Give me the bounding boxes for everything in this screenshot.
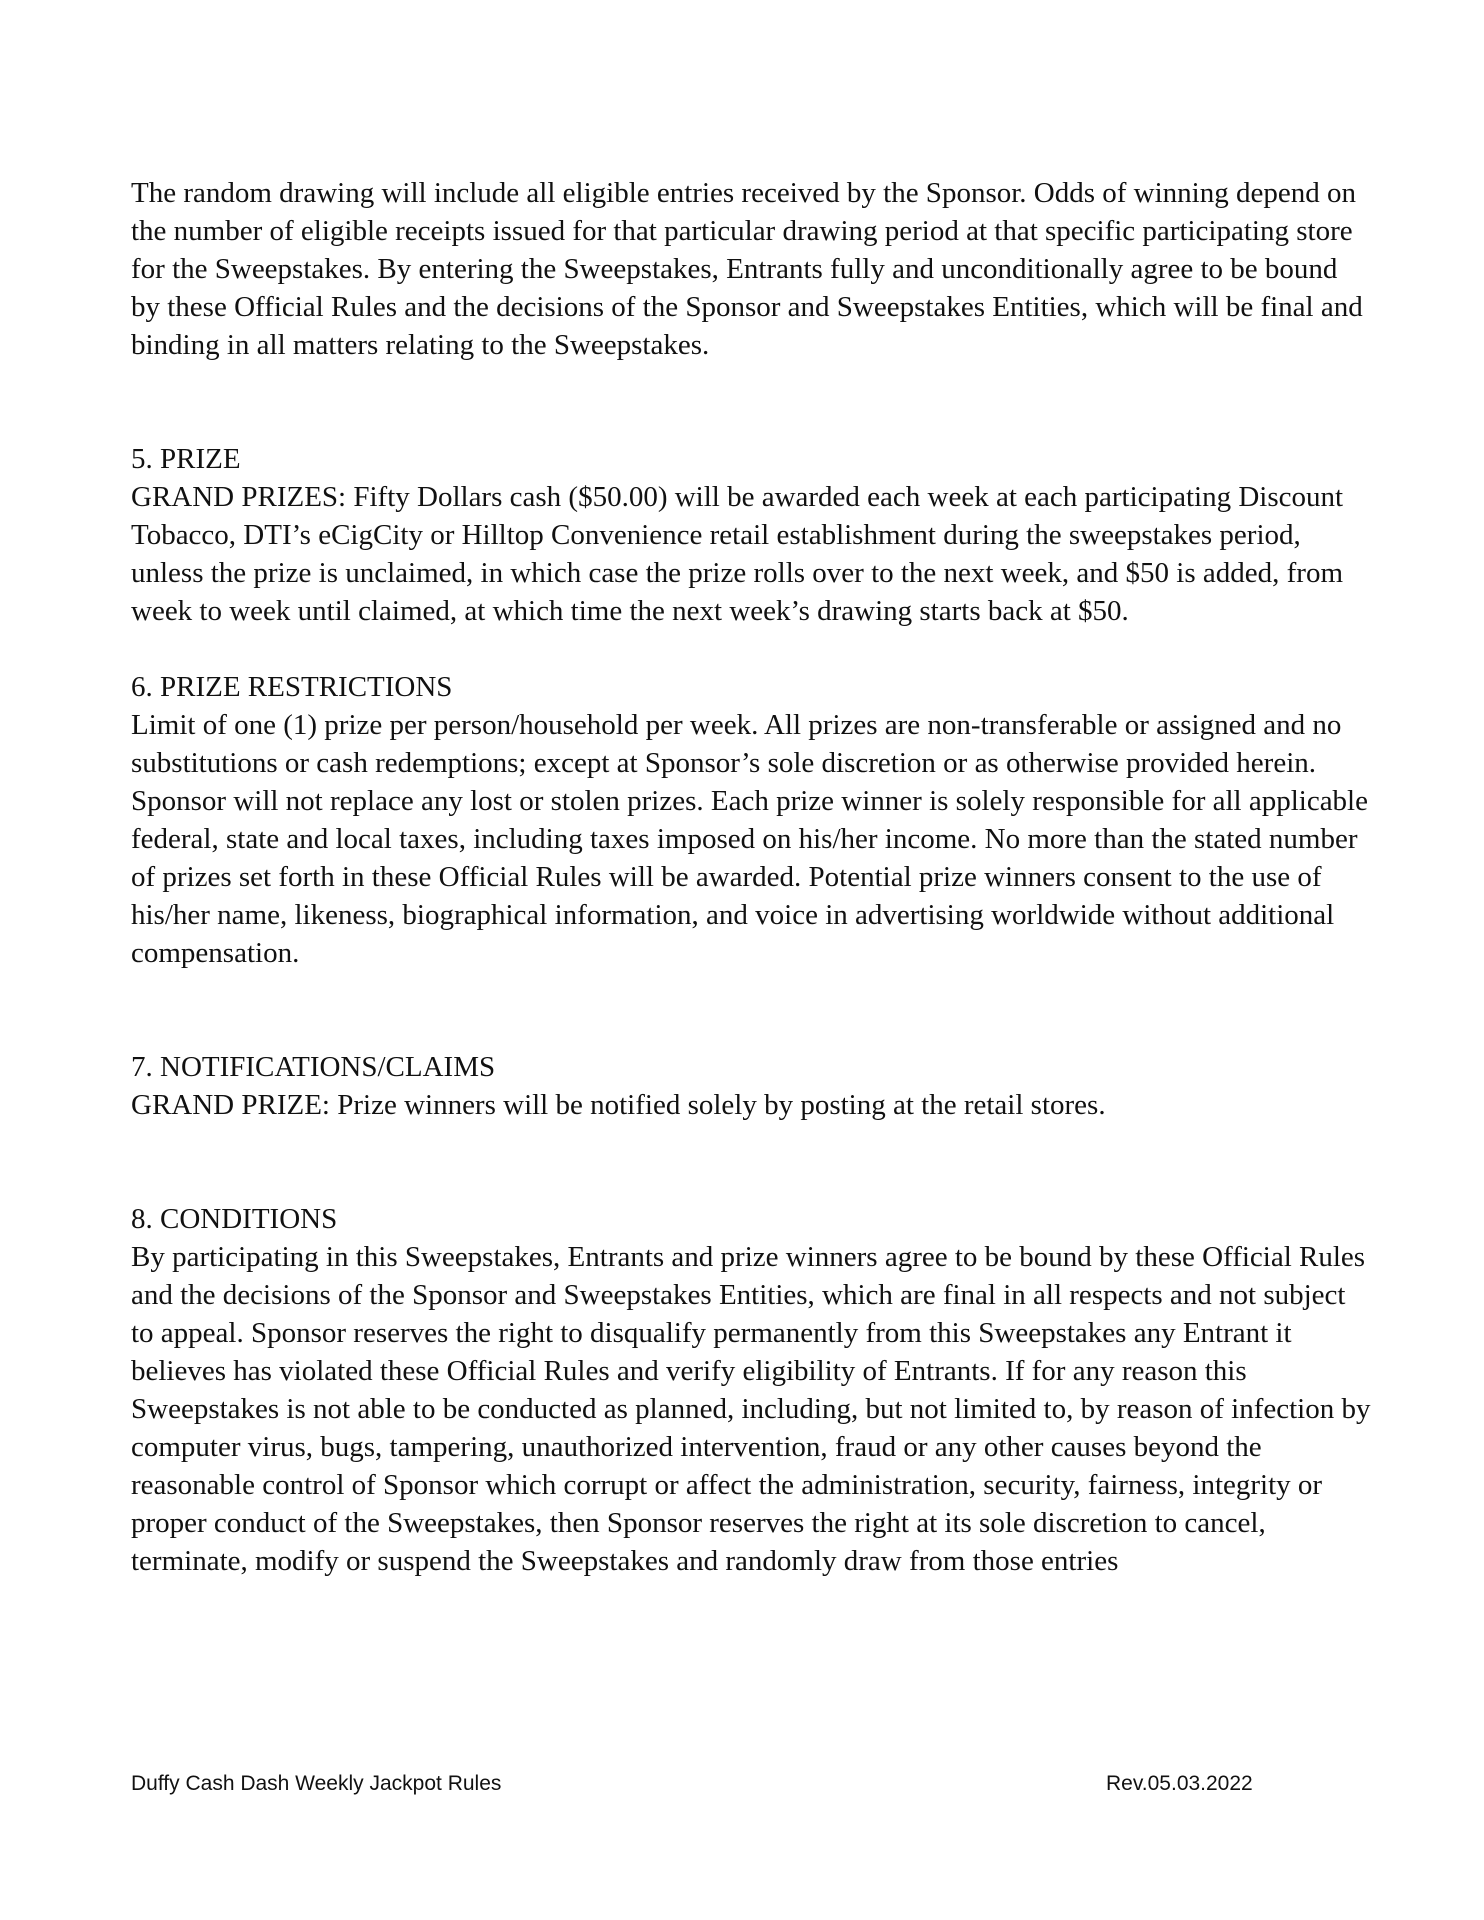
spacer	[131, 972, 1371, 1048]
section-prize	[131, 440, 1371, 630]
section-heading: 6. PRIZE RESTRICTIONS	[131, 671, 453, 703]
spacer	[131, 1124, 1371, 1200]
section-heading: 7. NOTIFICATIONS/CLAIMS	[131, 1051, 496, 1083]
section-conditions	[131, 1200, 1371, 1580]
section-heading: 8. CONDITIONS	[131, 1203, 338, 1235]
section-prize-restrictions	[131, 668, 1371, 972]
section-heading: 5. PRIZE	[131, 443, 241, 475]
spacer	[131, 364, 1371, 440]
section-body: GRAND PRIZE: Prize winners will be notified solely by posting at the retail stores.	[131, 1089, 1106, 1121]
footer-revision: Rev.05.03.2022	[1106, 1772, 1253, 1795]
intro-paragraph: The random drawing will include all eligible entries received by the Sponsor. Odds of winning depend on the number of eligible receipts issued for that particular drawing period at that specific participating store for the Sweepstakes. By entering the Sweepstakes, Entrants fully and unconditionally agree to be bound by these Official Rules and the decisions of the Sponsor and Sweepstakes Entities, which will be final and binding in all matters relating to the Sweepstakes.	[131, 177, 1363, 361]
rules-content	[131, 174, 1371, 1580]
footer-title: Duffy Cash Dash Weekly Jackpot Rules	[131, 1772, 502, 1795]
section-body: By participating in this Sweepstakes, Entrants and prize winners agree to be bound by these Official Rules and the decisions of the Sponsor and Sweepstakes Entities, which are final in all respects and not subject to appeal. Sponsor reserves the right to disqualify permanently from this Sweepstakes any Entrant it believes has violated these Official Rules and verify eligibility of Entrants. If for any reason this Sweepstakes is not able to be conducted as planned, including, but not limited to, by reason of infection by computer virus, bugs, tampering, unauthorized intervention, fraud or any other causes beyond the reasonable control of Sponsor which corrupt or affect the administration, security, fairness, integrity or proper conduct of the Sweepstakes, then Sponsor reserves the right at its sole discretion to cancel, terminate, modify or suspend the Sweepstakes and randomly draw from those entries	[131, 1241, 1371, 1577]
spacer	[131, 630, 1371, 668]
section-body: Limit of one (1) prize per person/household per week. All prizes are non-transferable or assigned and no substitutions or cash redemptions; except at Sponsor’s sole discretion or as otherwise provided herein. Sponsor will not replace any lost or stolen prizes. Each prize winner is solely responsible for all applicable federal, state and local taxes, including taxes imposed on his/her income. No more than the stated number of prizes set forth in these Official Rules will be awarded. Potential prize winners consent to the use of his/her name, likeness, biographical information, and voice in advertising worldwide without additional compensation.	[131, 709, 1368, 969]
section-body: GRAND PRIZES: Fifty Dollars cash ($50.00) will be awarded each week at each participating Discount Tobacco, DTI’s eCigCity or Hilltop Convenience retail establishment during the sweepstakes period, unless the prize is unclaimed, in which case the prize rolls over to the next week, and $50 is added, from week to week until claimed, at which time the next week’s drawing starts back at $50.	[131, 481, 1344, 627]
section-notifications-claims	[131, 1048, 1371, 1124]
